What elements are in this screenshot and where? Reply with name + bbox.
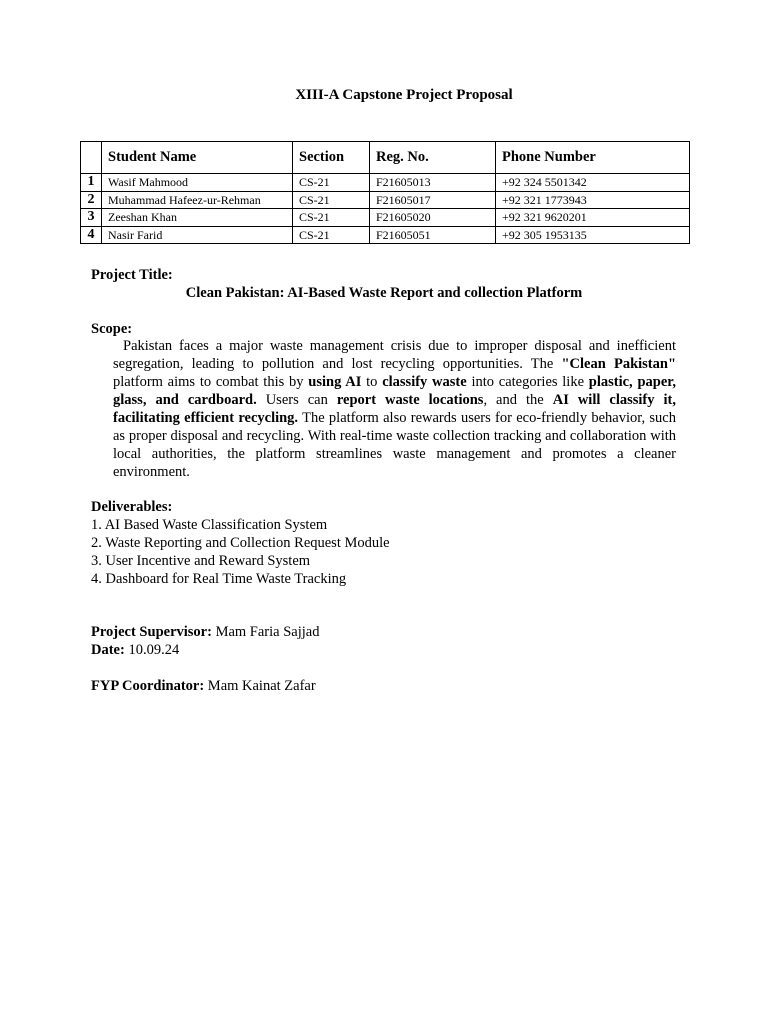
scope-text: The platform also rewards users for eco-friendly behavior, such as proper disposal and recycling. With real-time waste collection tracking and collaboration with local authorities, the platform streamlines waste management and promotes a cleaner environment. <box>113 410 676 480</box>
student-phone: +92 321 9620201 <box>496 209 690 227</box>
scope-text: , and the <box>483 392 553 408</box>
table-row <box>81 191 690 209</box>
student-reg-no: F21605017 <box>370 191 496 209</box>
supervisor-label: Project Supervisor: <box>91 624 212 640</box>
row-number: 4 <box>81 226 102 244</box>
student-section: CS-21 <box>293 174 370 192</box>
student-section: CS-21 <box>293 209 370 227</box>
coordinator-line <box>91 677 316 695</box>
scope-label: Scope: <box>91 321 133 337</box>
student-section: CS-21 <box>293 226 370 244</box>
date-line <box>91 641 179 659</box>
student-phone: +92 324 5501342 <box>496 174 690 192</box>
table-row <box>81 174 690 192</box>
document-title: XIII-A Capstone Project Proposal <box>295 87 513 103</box>
coordinator-value: Mam Kainat Zafar <box>204 678 316 694</box>
row-number: 1 <box>81 174 102 192</box>
student-name: Zeeshan Khan <box>102 209 293 227</box>
scope-paragraph <box>113 337 676 481</box>
header-number <box>81 142 102 174</box>
row-number: 2 <box>81 191 102 209</box>
project-title-label: Project Title: <box>91 267 173 283</box>
scope-emphasis: AI will classify it, facilitating efficient recycling. <box>113 392 676 426</box>
deliverable-item: 2. Waste Reporting and Collection Request Module <box>91 535 390 551</box>
student-name: Nasir Farid <box>102 226 293 244</box>
scope-emphasis: plastic, paper, glass, and cardboard. <box>113 374 676 408</box>
scope-emphasis: "Clean Pakistan" <box>561 356 676 372</box>
deliverable-item: 1. AI Based Waste Classification System <box>91 517 328 533</box>
scope-emphasis: using AI <box>308 374 362 390</box>
supervisor-value: Mam Faria Sajjad <box>211 624 320 640</box>
table-row <box>81 209 690 227</box>
deliverables-list <box>91 516 390 588</box>
deliverables-label: Deliverables: <box>91 499 173 515</box>
supervisor-line <box>91 623 319 641</box>
student-phone: +92 321 1773943 <box>496 191 690 209</box>
table-row <box>81 226 690 244</box>
date-value: 10.09.24 <box>124 642 180 658</box>
student-reg-no: F21605020 <box>370 209 496 227</box>
deliverable-item: 3. User Incentive and Reward System <box>91 553 311 569</box>
scope-text: to <box>361 374 383 390</box>
row-number: 3 <box>81 209 102 227</box>
student-reg-no: F21605013 <box>370 174 496 192</box>
scope-text: Users can <box>256 392 337 408</box>
header-student-name: Student Name <box>102 142 293 174</box>
header-section: Section <box>293 142 370 174</box>
student-reg-no: F21605051 <box>370 226 496 244</box>
student-section: CS-21 <box>293 191 370 209</box>
student-phone: +92 305 1953135 <box>496 226 690 244</box>
scope-emphasis: report waste locations <box>336 392 484 408</box>
scope-text: Pakistan faces a major waste management crisis due to improper disposal and inefficient segregation, leading to pollution and lost recycling opportunities. The <box>113 338 676 372</box>
date-label: Date: <box>91 642 125 658</box>
scope-emphasis: classify waste <box>382 374 467 390</box>
project-title: Clean Pakistan: AI-Based Waste Report and collection Platform <box>185 285 583 301</box>
header-phone-number: Phone Number <box>496 142 690 174</box>
coordinator-label: FYP Coordinator: <box>91 678 205 694</box>
deliverable-item: 4. Dashboard for Real Time Waste Tracking <box>91 571 347 587</box>
students-table <box>80 141 690 244</box>
scope-text: into categories like <box>466 374 589 390</box>
student-name: Wasif Mahmood <box>102 174 293 192</box>
student-name: Muhammad Hafeez-ur-Rehman <box>102 191 293 209</box>
header-reg-no: Reg. No. <box>370 142 496 174</box>
table-header-row <box>81 142 690 174</box>
scope-text: platform aims to combat this by <box>113 374 309 390</box>
